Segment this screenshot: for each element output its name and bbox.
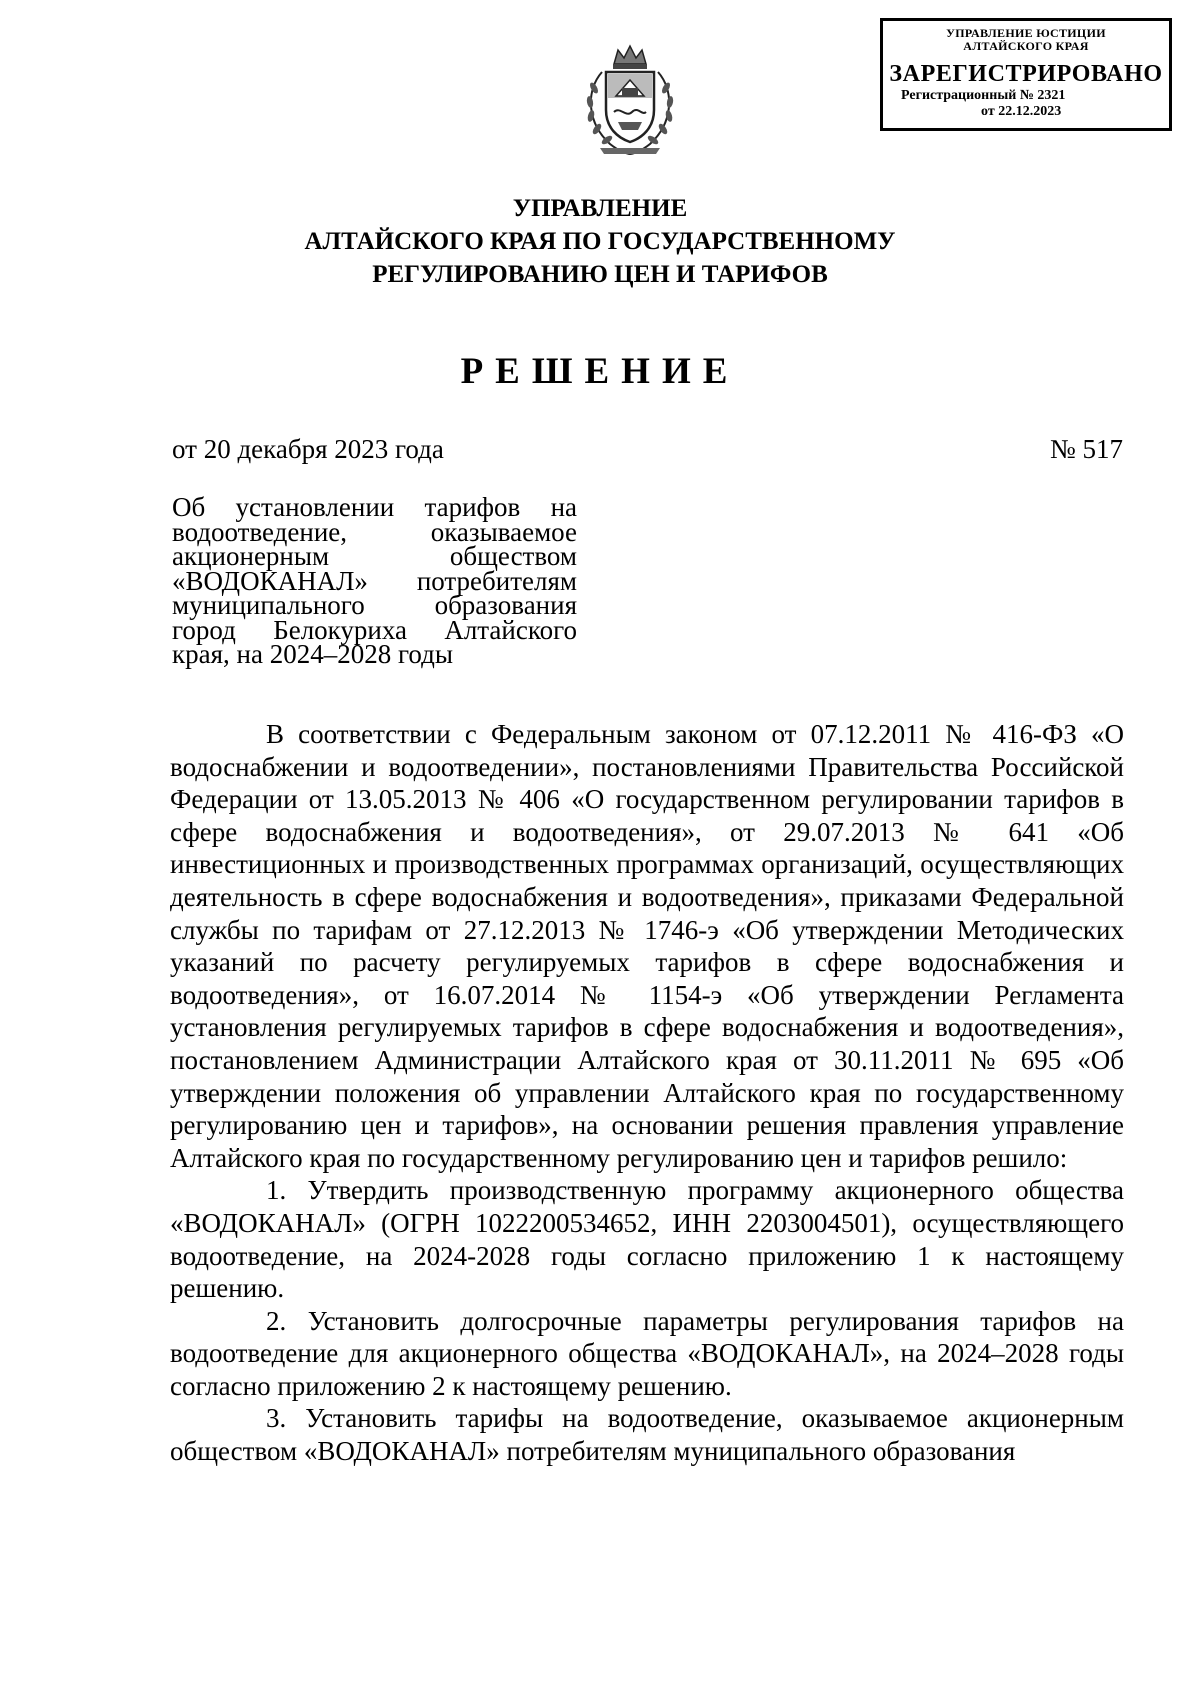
document-date: от 20 декабря 2023 года bbox=[172, 434, 444, 464]
stamp-reg-number: Регистрационный № 2321 bbox=[901, 88, 1066, 103]
document-subject: Об установлении тарифов на водоотведение, оказываемое акционерным обществом «ВОДОКАНАЛ» потребителям муниципального образования город Белокуриха Алтайского края, на 2024–2028 годы bbox=[172, 492, 577, 669]
issuing-authority bbox=[200, 192, 1000, 291]
preamble-paragraph: В соответствии с Федеральным законом от 07.12.2011 № 416-ФЗ «О водоснабжении и водоотведении», постановлениями Правительства Российской Федерации от 13.05.2013 № 406 «О государственном регулировании тарифов в сфере водоснабжения и водоотведения», от 29.07.2013 № 641 «Об инвестиционных и производственных программах организаций, осуществляющих деятельность в сфере водоснабжения и водоотведения», приказами Федеральной службы по тарифам от 27.12.2013 № 1746-э «Об утверждении Методических указаний по расчету регулируемых тарифов в сфере водоснабжения и водоотведения», от 16.07.2014 № 1154-э «Об утверждении Регламента установления регулируемых тарифов в сфере водоснабжения и водоотведения», постановлением Администрации Алтайского края от 30.11.2011 № 695 «Об утверждении положения об управлении Алтайского края по государственному регулированию цен и тарифов», на основании решения правления управление Алтайского края по государственному регулированию цен и тарифов решило: bbox=[170, 719, 1124, 1173]
registration-stamp bbox=[880, 18, 1172, 131]
authority-line1: УПРАВЛЕНИЕ bbox=[512, 195, 688, 222]
document-number: № 517 bbox=[1049, 434, 1123, 464]
authority-line2: АЛТАЙСКОГО КРАЯ ПО ГОСУДАРСТВЕННОМУ bbox=[304, 228, 896, 255]
decision-item-2: 2. Установить долгосрочные параметры регулирования тарифов на водоотведение для акционерного общества «ВОДОКАНАЛ», на 2024–2028 годы согласно приложению 2 к настоящему решению. bbox=[170, 1305, 1124, 1401]
document-title: РЕШЕНИЕ bbox=[460, 351, 740, 392]
stamp-reg-date: от 22.12.2023 bbox=[981, 104, 1062, 119]
decision-item-3: 3. Установить тарифы на водоотведение, оказываемое акционерным обществом «ВОДОКАНАЛ» потребителям муниципального образования bbox=[170, 1403, 1124, 1467]
altai-krai-coat-of-arms-icon bbox=[580, 42, 680, 158]
authority-line3: РЕГУЛИРОВАНИЮ ЦЕН И ТАРИФОВ bbox=[372, 261, 828, 288]
stamp-agency-line1: УПРАВЛЕНИЕ ЮСТИЦИИ bbox=[946, 26, 1106, 40]
document-body bbox=[170, 718, 1124, 1468]
stamp-agency-line2: АЛТАЙСКОГО КРАЯ bbox=[963, 39, 1089, 53]
stamp-status: ЗАРЕГИСТРИРОВАНО bbox=[889, 61, 1163, 87]
decision-item-1: 1. Утвердить производственную программу акционерного общества «ВОДОКАНАЛ» (ОГРН 1022200534652, ИНН 2203004501), осуществляющего водоотведение, на 2024-2028 годы согласно приложению 1 к настоящему решению. bbox=[170, 1175, 1124, 1304]
